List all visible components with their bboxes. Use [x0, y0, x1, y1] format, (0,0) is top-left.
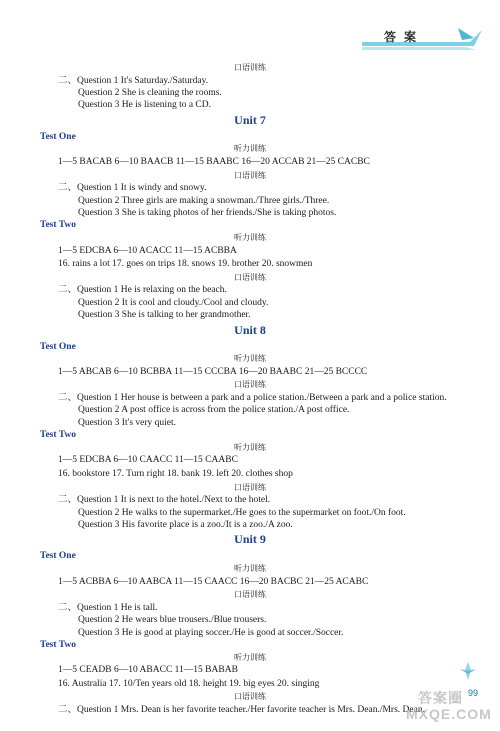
oral-question: Question 2 She is cleaning the rooms.: [78, 88, 222, 98]
section-label: 听力训练: [234, 354, 266, 364]
oral-question: Question 2 It is cool and cloudy./Cool and cloudy.: [78, 297, 269, 308]
test-title: Test One: [40, 131, 76, 142]
oral-question: Question 3 His favorite place is a zoo./It is a zoo./A zoo.: [78, 520, 293, 530]
section-label: 口语训练: [234, 380, 266, 390]
oral-question: Question 3 It's very quiet.: [78, 417, 177, 428]
section-label: 口语训练: [234, 63, 266, 72]
section-label: 口语训练: [234, 482, 266, 492]
section-label: 口语训练: [234, 272, 266, 282]
unit-title: Unit 8: [234, 322, 266, 337]
test-title: Test One: [40, 551, 76, 562]
oral-question: 二、Question 1 Mrs. Dean is her favorite teacher./Her favorite teacher is Mrs. Dean./Mrs. Dean.: [58, 705, 425, 715]
answer-key-line: 1—5 ACBBA 6—10 AABCA 11—15 CAACC 16—20 BACBC 21—25 ACABC: [58, 576, 369, 587]
answer-key-line: 16. rains a lot 17. goes on trips 18. snows 19. brother 20. snowmen: [58, 259, 313, 270]
watermark-line-1: 答案圈: [418, 690, 463, 706]
answer-key-line: 16. bookstore 17. Turn right 18. bank 19. left 20. clothes shop: [58, 469, 293, 479]
section-label: 听力训练: [234, 652, 266, 662]
test-title: Test Two: [40, 430, 76, 441]
oral-question: Question 2 He walks to the supermarket./He goes to the supermarket on foot./On foot.: [78, 507, 406, 518]
answer-key-line: 1—5 EDCBA 6—10 ACACC 11—15 ACBBA: [58, 245, 237, 256]
oral-question: Question 2 He wears blue trousers./Blue trousers.: [78, 615, 267, 626]
oral-question: Question 3 He is good at playing soccer./He is good at soccer./Soccer.: [78, 627, 344, 638]
section-label: 口语训练: [234, 590, 266, 600]
section-label: 听力训练: [234, 144, 266, 154]
unit-title: Unit 7: [234, 112, 266, 127]
answer-key-line: 1—5 BACAB 6—10 BAACB 11—15 BAABC 16—20 ACCAB 21—25 CACBC: [58, 157, 370, 167]
oral-question: Question 3 She is taking photos of her friends./She is taking photos.: [78, 208, 337, 218]
oral-question: 二、Question 1 He is tall.: [58, 602, 158, 613]
corner-flower-icon: [458, 660, 478, 682]
oral-question: Question 3 She is talking to her grandmother.: [78, 310, 251, 321]
oral-question: Question 2 A post office is across from the police station./A post office.: [78, 405, 350, 416]
section-label: 听力训练: [234, 233, 266, 242]
test-title: Test Two: [40, 640, 76, 650]
answer-key-line: 1—5 ABCAB 6—10 BCBBA 11—15 CCCBA 16—20 BAABC 21—25 BCCCC: [58, 366, 368, 377]
watermark: [400, 688, 496, 726]
page-header: [362, 24, 482, 52]
test-title: Test One: [40, 341, 76, 352]
test-title: Test Two: [40, 220, 76, 231]
oral-question: 二、Question 1 It is windy and snowy.: [58, 183, 207, 194]
unit-title: Unit 9: [234, 532, 266, 547]
section-label: 口语训练: [234, 170, 266, 180]
oral-question: Question 3 He is listening to a CD.: [78, 100, 211, 111]
oral-question: 二、Question 1 He is relaxing on the beach.: [58, 285, 227, 296]
page-number: 99: [468, 688, 479, 698]
section-label: 听力训练: [234, 564, 266, 573]
oral-question: 二、Question 1 It's Saturday./Saturday.: [58, 75, 209, 86]
section-label: 听力训练: [234, 442, 266, 452]
watermark-line-2: MXQE.COM: [406, 706, 492, 722]
oral-question: Question 2 Three girls are making a snowman./Three girls./Three.: [78, 195, 330, 206]
oral-question: 二、Question 1 It is next to the hotel./Next to the hotel.: [58, 495, 271, 506]
answer-key-line: 1—5 EDCBA 6—10 CAACC 11—15 CAABC: [58, 455, 238, 466]
section-label: 口语训练: [234, 692, 266, 702]
answer-key-line: 1—5 CEADB 6—10 ABACC 11—15 BABAB: [58, 665, 238, 676]
answer-key-line: 16. Australia 17. 10/Ten years old 18. height 19. big eyes 20. singing: [58, 678, 320, 689]
header-title: 答案: [384, 30, 425, 44]
oral-question: 二、Question 1 Her house is between a park and a police station./Between a park and a police station.: [58, 393, 447, 403]
